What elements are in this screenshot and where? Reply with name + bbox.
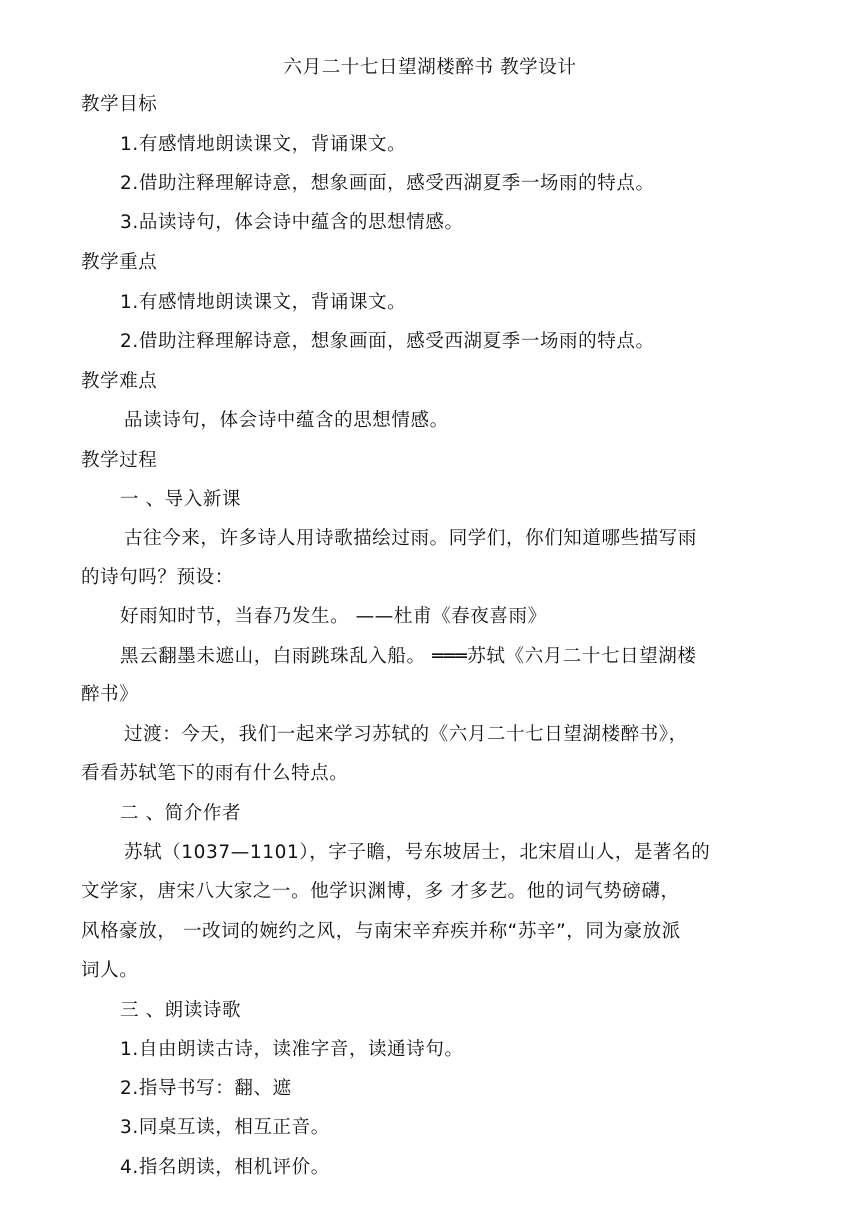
section3-item-4: 4.指名朗读，相机评价。	[120, 1157, 330, 1178]
section1-transition-line2: 看看苏轼笔下的雨有什么特点。	[81, 763, 349, 784]
section3-heading: 三 、朗读诗歌	[120, 1000, 242, 1021]
section1-quote2-line2: 醉书》	[81, 684, 139, 705]
section1-heading: 一 、导入新课	[120, 489, 242, 510]
process-heading: 教学过程	[81, 450, 158, 471]
section3-item-3: 3.同桌互读，相互正音。	[120, 1117, 330, 1138]
objective-item-3: 3.品读诗句，体会诗中蕴含的思想情感。	[120, 212, 464, 233]
objective-item-1: 1.有感情地朗读课文，背诵课文。	[120, 134, 407, 155]
section1-intro-line2: 的诗句吗？预设：	[81, 567, 234, 588]
key-point-item-2: 2.借助注释理解诗意，想象画面，感受西湖夏季一场雨的特点。	[120, 331, 655, 352]
section1-intro-line1: 古往今来，许多诗人用诗歌描绘过雨。同学们，你们知道哪些描写雨	[124, 528, 698, 549]
section2-line3: 风格豪放， 一改词的婉约之风，与南宋辛弃疾并称“苏辛”，同为豪放派	[81, 921, 681, 942]
section2-line4: 词人。	[81, 960, 139, 981]
document-title: 六月二十七日望湖楼醉书 教学设计	[283, 57, 577, 78]
section1-quote1: 好雨知时节，当春乃发生。 ——杜甫《春夜喜雨》	[120, 606, 547, 627]
section2-line1: 苏轼（1037—1101），字子瞻，号东坡居士，北宋眉山人，是著名的	[124, 842, 711, 863]
difficulties-text: 品读诗句，体会诗中蕴含的思想情感。	[124, 410, 449, 431]
section2-heading: 二 、简介作者	[120, 803, 242, 824]
key-point-item-1: 1.有感情地朗读课文，背诵课文。	[120, 292, 407, 313]
objectives-heading: 教学目标	[81, 94, 158, 115]
section3-item-2: 2.指导书写：翻、遮	[120, 1078, 292, 1099]
section3-item-1: 1.自由朗读古诗，读准字音，读通诗句。	[120, 1039, 464, 1060]
difficulties-heading: 教学难点	[81, 371, 158, 392]
key-points-heading: 教学重点	[81, 252, 158, 273]
section1-quote2-line1: 黑云翻墨未遮山，白雨跳珠乱入船。 ═══苏轼《六月二十七日望湖楼	[120, 646, 697, 667]
section1-transition-line1: 过渡：今天，我们一起来学习苏轼的《六月二十七日望湖楼醉书》，	[124, 724, 688, 745]
objective-item-2: 2.借助注释理解诗意，想象画面，感受西湖夏季一场雨的特点。	[120, 173, 655, 194]
section2-line2: 文学家，唐宋八大家之一。他学识渊博，多 才多艺。他的词气势磅礴，	[81, 881, 680, 902]
